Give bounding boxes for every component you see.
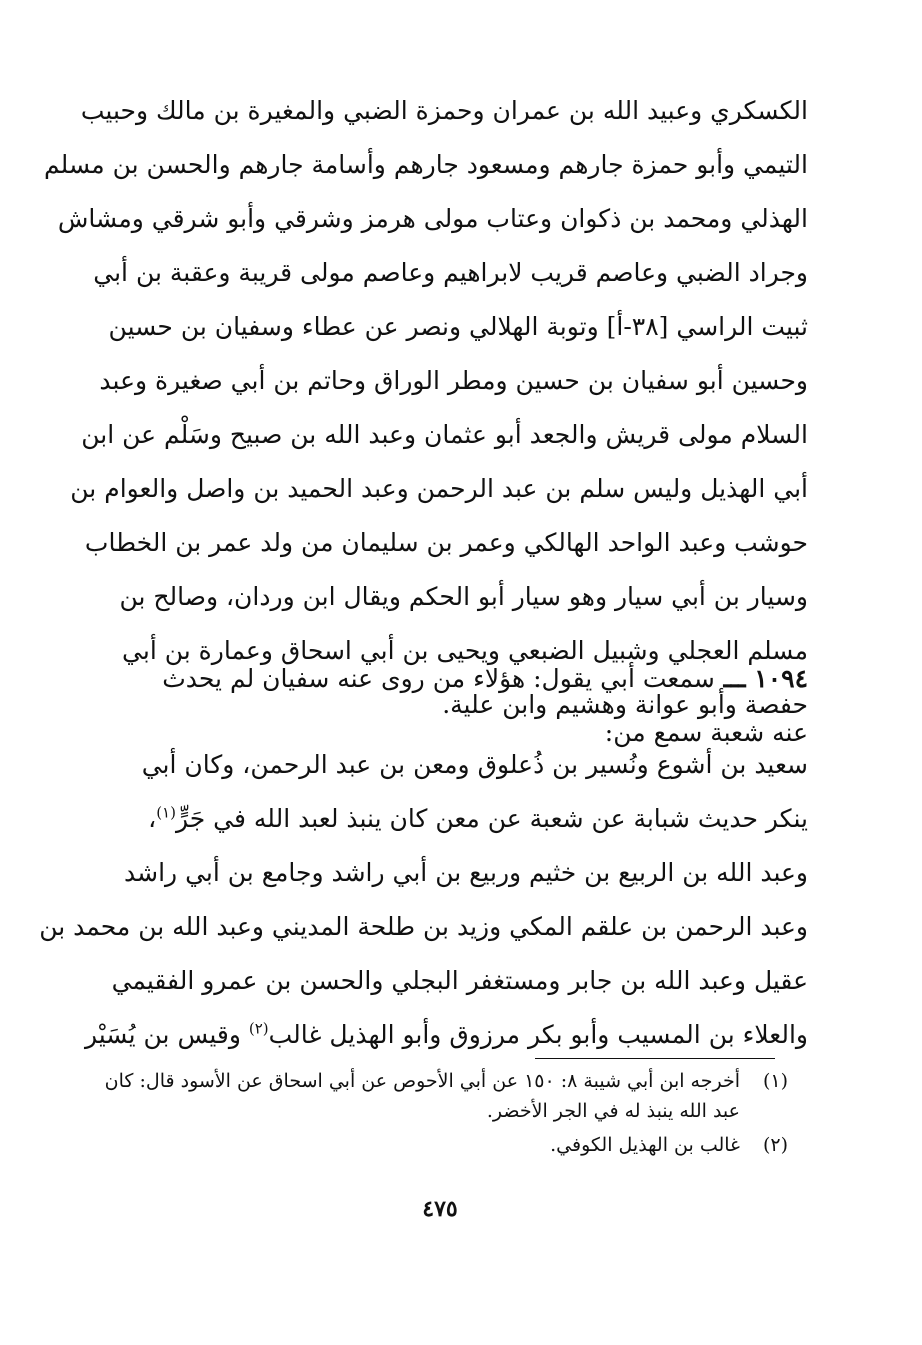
line-tail: ، bbox=[148, 804, 157, 833]
text-line bbox=[118, 792, 808, 846]
text-line: سعيد بن أشوع ونُسير بن ذُعلوق ومعن بن عبد الرحمن، وكان أبي bbox=[141, 750, 808, 779]
text-line: الهذلي ومحمد بن ذكوان وعتاب مولى هرمز وشرقي وأبو شرقي ومشاش bbox=[57, 204, 808, 233]
text-line: التيمي وأبو حمزة جارهم ومسعود جارهم وأسامة جارهم والحسن بن مسلم bbox=[44, 150, 808, 179]
footnote-line: عبد الله ينبذ له في الجر الأخضر. bbox=[486, 1100, 740, 1122]
main-text-block bbox=[44, 84, 808, 732]
text-line: وحسين أبو سفيان بن حسين ومطر الوراق وحاتم بن أبي صغيرة وعبد bbox=[99, 366, 808, 395]
footnote-ref-2[interactable]: (٢) bbox=[248, 1019, 269, 1038]
entry-heading-line bbox=[118, 652, 808, 706]
entry-text-line: عنه شعبة سمع من: bbox=[604, 718, 808, 747]
footnote-mark: (١) bbox=[762, 1070, 788, 1092]
text-line: وعبد الله بن الربيع بن خثيم وربيع بن أبي راشد وجامع بن أبي راشد bbox=[124, 858, 808, 887]
footnote-2 bbox=[100, 1130, 800, 1160]
text-line: عقيل وعبد الله بن جابر ومستغفر البجلي والحسن بن عمرو الفقيمي bbox=[111, 966, 808, 995]
text-line: الكسكري وعبيد الله بن عمران وحمزة الضبي والمغيرة بن مالك وحبيب bbox=[80, 96, 808, 125]
text-line: وجراد الضبي وعاصم قريب لابراهيم وعاصم مولى قريبة وعقبة بن أبي bbox=[93, 258, 808, 287]
text-line: حفصة وأبو عوانة وهشيم وابن علية. bbox=[442, 690, 808, 719]
narrators-paragraph bbox=[39, 738, 808, 1062]
text-line: وسيار بن أبي سيار وهو سيار أبو الحكم ويقال ابن وردان، وصالح بن bbox=[119, 582, 808, 611]
footnote-separator bbox=[535, 1058, 775, 1059]
line-tail: وقيس بن يُسَيْر bbox=[84, 1020, 249, 1049]
footnote-ref-1[interactable]: (١) bbox=[156, 803, 176, 822]
line-text: والعلاء بن المسيب وأبو بكر مرزوق وأبو الهذيل غالب bbox=[268, 1020, 808, 1049]
footnotes bbox=[100, 1066, 800, 1164]
text-line: السلام مولى قريش والجعد أبو عثمان وعبد الله بن صبيح وسَلْم عن ابن bbox=[81, 420, 808, 449]
entry-number: ١٠٩٤ bbox=[754, 664, 808, 693]
footnote-line: غالب بن الهذيل الكوفي. bbox=[550, 1134, 740, 1156]
footnote-line: أخرجه ابن أبي شيبة ٨: ١٥٠ عن أبي الأحوص عن أبي اسحاق عن الأسود قال: كان bbox=[104, 1070, 740, 1092]
page-number: ٤٧٥ bbox=[422, 1196, 458, 1222]
entry-text: سمعت أبي يقول: هؤلاء من روى عنه سفيان لم يحدث bbox=[162, 664, 715, 693]
footnote-body bbox=[100, 1066, 740, 1126]
footnote-1 bbox=[100, 1066, 800, 1126]
text-line bbox=[84, 1008, 808, 1062]
footnote-body bbox=[100, 1130, 740, 1160]
text-line: مسلم العجلي وشبيل الضبعي ويحيى بن أبي اسحاق وعمارة بن أبي bbox=[122, 636, 808, 665]
text-line: وعبد الرحمن بن علقم المكي وزيد بن طلحة المديني وعبد الله بن محمد بن bbox=[39, 912, 808, 941]
text-line: ثبيت الراسي [٣٨-أ] وتوبة الهلالي ونصر عن عطاء وسفيان بن حسين bbox=[108, 312, 808, 341]
text-line: حوشب وعبد الواحد الهالكي وعمر بن سليمان من ولد عمر بن الخطاب bbox=[84, 528, 808, 557]
text-line: أبي الهذيل وليس سلم بن عبد الرحمن وعبد الحميد بن واصل والعوام بن bbox=[70, 474, 808, 503]
entry-dash: ـــ bbox=[714, 664, 755, 693]
line-text: ينكر حديث شبابة عن شعبة عن معن كان ينبذ لعبد الله في جَرٍّ bbox=[175, 804, 808, 833]
footnote-mark: (٢) bbox=[762, 1134, 788, 1156]
